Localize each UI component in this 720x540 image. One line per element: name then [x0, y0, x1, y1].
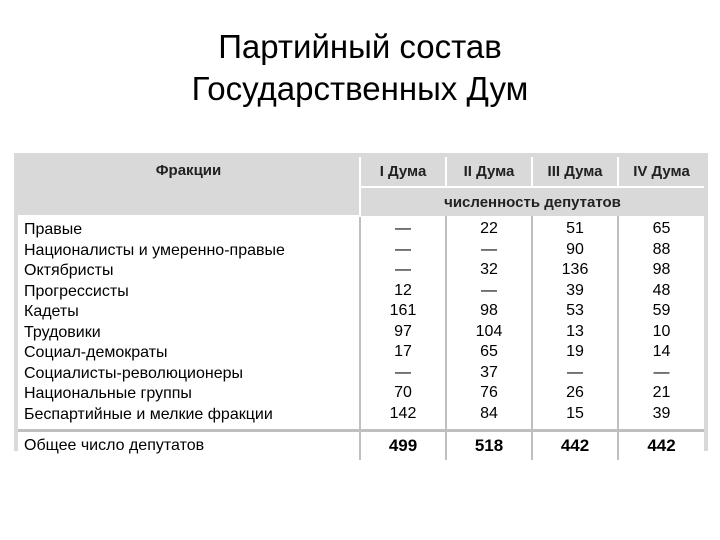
- faction-value-duma-2: 98: [480, 302, 498, 319]
- faction-value-duma-2: 104: [475, 322, 503, 340]
- total-duma-1: 499: [360, 431, 446, 461]
- faction-name: Прогрессисты: [24, 282, 129, 300]
- faction-value-duma-3: 15: [566, 404, 584, 422]
- faction-value-duma-2: 37: [480, 363, 498, 381]
- faction-value-duma-2: 76: [480, 384, 498, 401]
- faction-value-duma-2: —: [481, 281, 497, 299]
- faction-value-duma-3: 39: [566, 281, 584, 299]
- faction-value-duma-4: 65: [652, 220, 671, 237]
- faction-value-duma-4: 14: [652, 343, 671, 360]
- faction-value-duma-4: —: [653, 363, 670, 381]
- faction-name: Октябристы: [24, 262, 114, 279]
- faction-value-duma-2: —: [481, 240, 497, 258]
- duma-1-header: I Дума: [360, 157, 446, 187]
- faction-name: Правые: [24, 221, 83, 238]
- table-header-row: [18, 157, 704, 187]
- faction-value-duma-1: —: [395, 240, 411, 258]
- faction-value-duma-4: 88: [652, 240, 671, 258]
- duma-composition-table: [18, 157, 704, 460]
- faction-value-duma-1: 70: [394, 384, 412, 401]
- duma-1-values-column: [360, 216, 446, 431]
- faction-value-duma-2: 22: [480, 220, 498, 237]
- duma-4-values-column: [618, 216, 704, 431]
- faction-name: Социалисты-революционеры: [24, 364, 244, 382]
- faction-name: Национальные группы: [24, 385, 192, 402]
- faction-value-duma-4: 48: [652, 281, 671, 299]
- faction-name: Беспартийные и мелкие фракции: [24, 405, 273, 423]
- faction-value-duma-1: —: [395, 220, 411, 237]
- total-duma-3: 442: [532, 431, 618, 461]
- duma-4-header: IV Дума: [618, 157, 704, 187]
- faction-value-duma-3: 13: [566, 322, 584, 340]
- faction-value-duma-3: 19: [566, 343, 584, 360]
- faction-value-duma-1: 97: [394, 322, 412, 340]
- faction-value-duma-3: 26: [566, 384, 584, 401]
- title-line-1: Партийный состав: [218, 28, 502, 65]
- duma-2-values-column: [446, 216, 532, 431]
- faction-name: Националисты и умеренно-правые: [24, 241, 285, 259]
- faction-column-header: Фракции: [18, 157, 360, 216]
- faction-value-duma-4: 59: [652, 302, 671, 319]
- faction-value-duma-3: 51: [566, 220, 584, 237]
- faction-value-duma-4: 21: [652, 384, 671, 401]
- faction-value-duma-1: —: [395, 363, 411, 381]
- deputies-count-subheader: численность депутатов: [360, 187, 704, 216]
- faction-value-duma-1: —: [395, 261, 411, 278]
- faction-value-duma-4: 98: [652, 261, 671, 278]
- duma-composition-table-frame: [14, 153, 708, 455]
- faction-name: Социал-демократы: [24, 344, 168, 361]
- faction-name: Кадеты: [24, 303, 79, 320]
- duma-2-header: II Дума: [446, 157, 532, 187]
- slide-title: [0, 26, 720, 110]
- faction-value-duma-3: 90: [566, 240, 584, 258]
- faction-value-duma-3: 136: [561, 261, 589, 278]
- title-line-2: Государственных Дум: [191, 70, 529, 107]
- total-label: Общее число депутатов: [18, 431, 360, 461]
- faction-value-duma-4: 39: [652, 404, 671, 422]
- duma-3-header: III Дума: [532, 157, 618, 187]
- faction-value-duma-1: 12: [394, 281, 412, 299]
- faction-value-duma-4: 10: [652, 322, 671, 340]
- faction-name: Трудовики: [24, 323, 101, 341]
- total-duma-2: 518: [446, 431, 532, 461]
- faction-value-duma-3: 53: [566, 302, 584, 319]
- faction-value-duma-1: 142: [389, 404, 417, 422]
- duma-3-values-column: [532, 216, 618, 431]
- total-duma-4: 442: [618, 431, 704, 461]
- faction-value-duma-2: 84: [480, 404, 498, 422]
- faction-value-duma-1: 17: [394, 343, 412, 360]
- faction-value-duma-2: 65: [480, 343, 498, 360]
- faction-value-duma-3: —: [567, 363, 583, 381]
- faction-names-column: [18, 216, 360, 431]
- faction-rows: [18, 216, 704, 431]
- faction-value-duma-2: 32: [480, 261, 498, 278]
- faction-value-duma-1: 161: [389, 302, 417, 319]
- total-row: [18, 431, 704, 461]
